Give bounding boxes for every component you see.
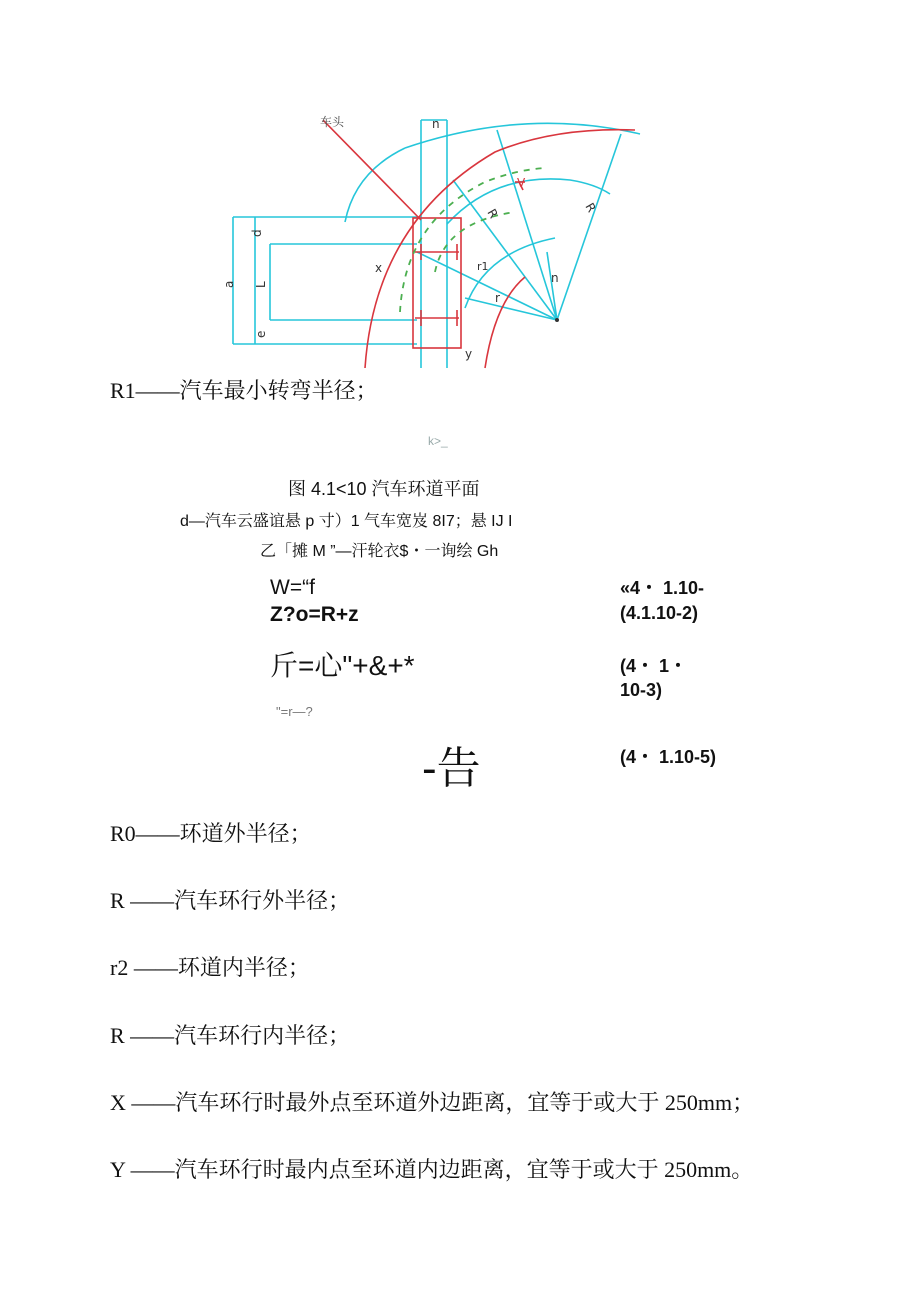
equation-1: W=“f	[270, 576, 315, 599]
label-y: y	[465, 347, 473, 361]
equation-3-tag-b: 10-3)	[620, 680, 663, 700]
figure-note-2: 乙「摊 M ”—汗轮衣$・一询绘 Gh	[260, 543, 499, 560]
ring-road-diagram	[222, 112, 645, 368]
label-r1: r1	[477, 260, 489, 273]
definition-line: R ——汽车环行内半径；	[110, 1023, 351, 1048]
definition-line: X ——汽车环行时最外点至环道外边距离，宜等于或大于 250mm；	[110, 1090, 755, 1115]
definition-line: R ——汽车环行外半径；	[110, 888, 351, 913]
label-d: d	[250, 229, 264, 237]
label-e: e	[254, 330, 268, 338]
inner-red-arc	[485, 277, 525, 368]
definition-r1: R1——汽车最小转弯半径；	[110, 378, 378, 403]
outer-red-arc	[365, 130, 635, 368]
definition-line: Y ——汽车环行时最内点至环道内边距离，宜等于或大于 250mm。	[110, 1157, 754, 1182]
figure-vehicle-ring-road	[222, 112, 645, 368]
small-mark: k>_	[428, 434, 448, 448]
equation-1-tag: «4・ 1.10-	[620, 578, 705, 598]
equation-2-tag: (4.1.10-2)	[620, 603, 699, 623]
definition-line: R0——环道外半径；	[110, 821, 312, 846]
equation-5: -告	[422, 744, 481, 793]
label-L: L	[254, 281, 268, 288]
label-n-top: n	[432, 117, 440, 131]
label-R-outer: R	[582, 200, 599, 215]
equation-3-tag-a: (4・ 1・	[620, 656, 688, 676]
label-r: r	[495, 291, 500, 305]
equation-5-tag: (4・ 1.10-5)	[620, 747, 717, 767]
label-a: a	[222, 280, 236, 288]
label-v: V	[517, 176, 526, 190]
equation-3: 斤=心"+&+*	[270, 650, 415, 681]
label-x: x	[375, 261, 383, 275]
figure-caption: 图 4.1<10 汽车环道平面	[288, 479, 480, 499]
figure-note-1: d—汽车云盛谊悬 p 寸）1 气车宽岌 8I7；悬 IJ I	[180, 513, 513, 530]
label-n-bottom: n	[551, 271, 559, 285]
label-chetou: 车头	[320, 115, 345, 129]
equation-2: Z?o=R+z	[270, 603, 359, 626]
outer-arc-top	[405, 123, 640, 148]
definition-line: r2 ——环道内半径；	[110, 955, 310, 980]
equation-4-faint: "=r—?	[276, 704, 313, 719]
label-R-arc: R	[484, 206, 501, 221]
